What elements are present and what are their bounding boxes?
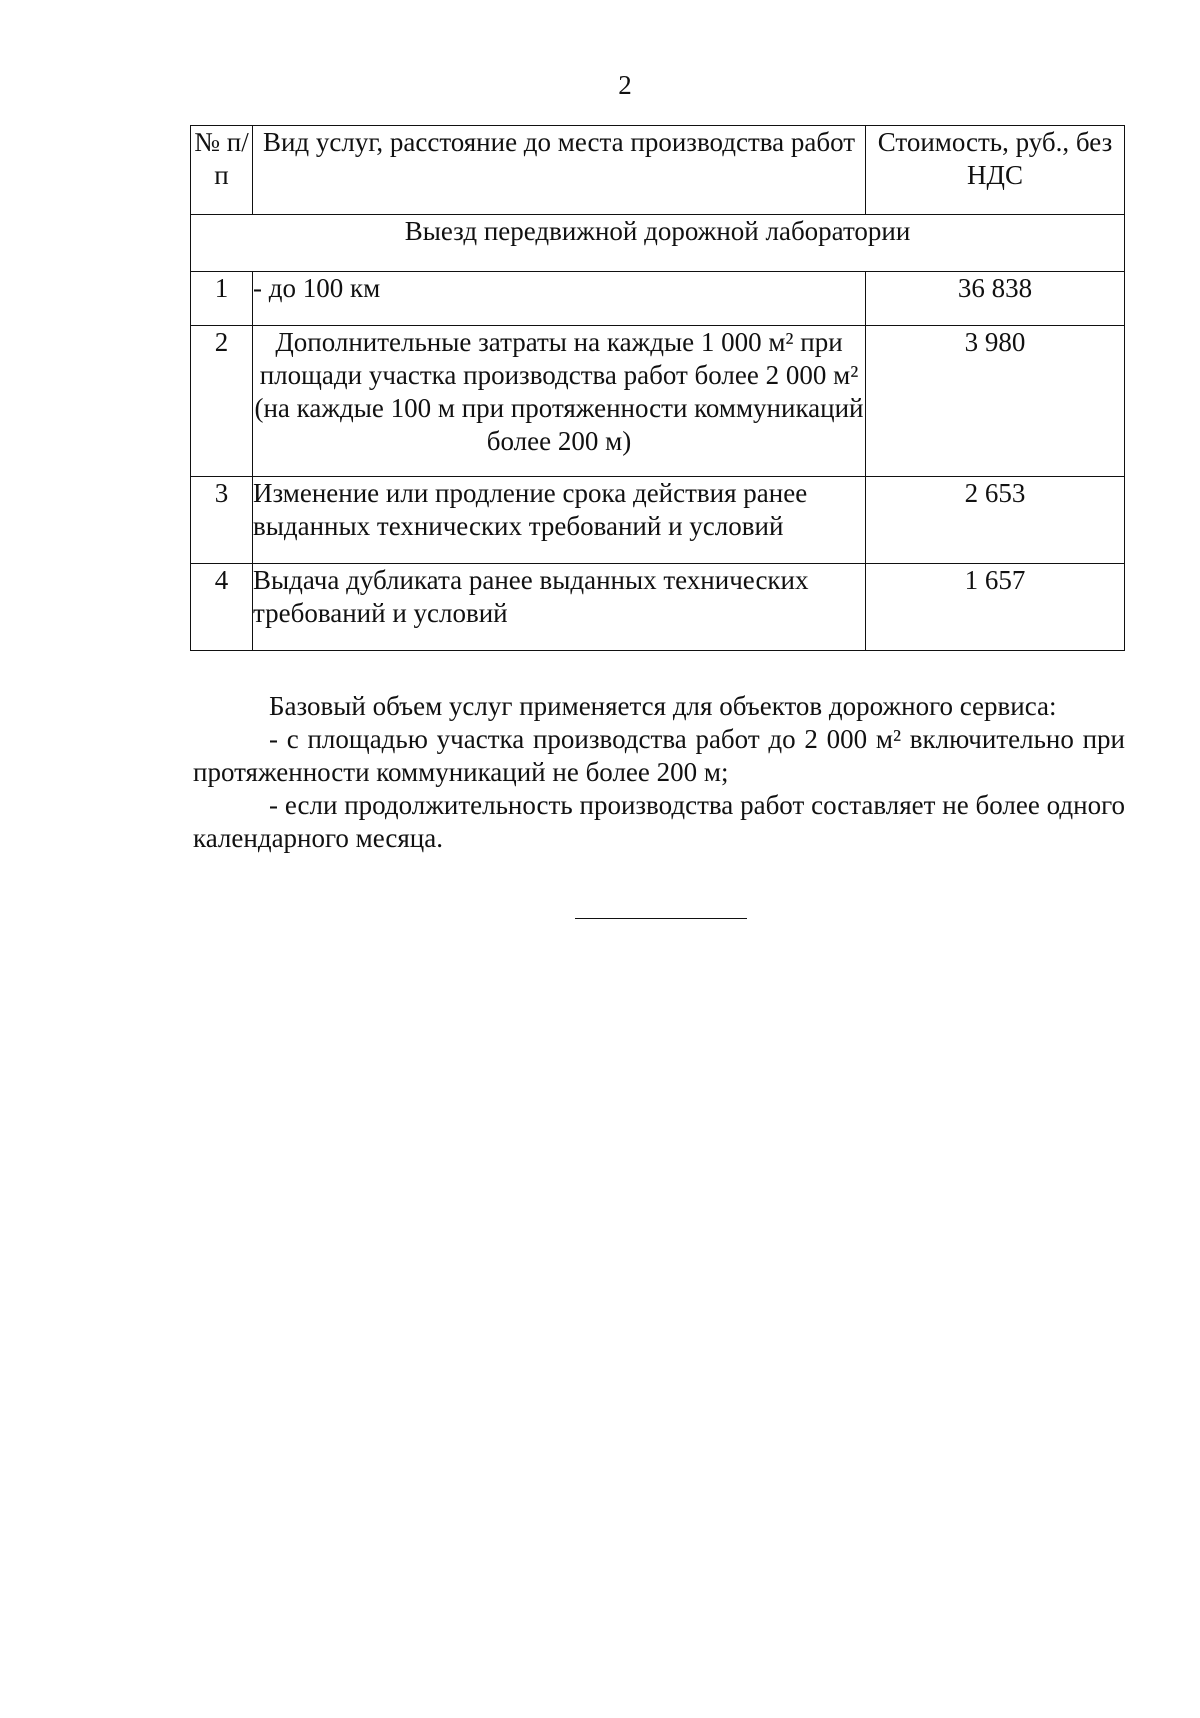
row-description: Дополнительные затраты на каждые 1 000 м² при площади участка производства работ более 2 000 м² (на каждые 100 м при протяженности коммуникаций более 200 м) <box>253 326 866 477</box>
row-cost: 36 838 <box>866 272 1125 326</box>
page-number: 2 <box>618 70 632 100</box>
section-title: Выезд передвижной дорожной лаборатории <box>191 215 1125 272</box>
row-cost: 1 657 <box>866 564 1125 651</box>
table-header-row <box>191 126 1125 215</box>
row-num: 1 <box>191 272 253 326</box>
table-section-row <box>191 215 1125 272</box>
header-num: № п/п <box>191 126 253 215</box>
table-row <box>191 272 1125 326</box>
table-row <box>191 326 1125 477</box>
row-description: Выдача дубликата ранее выданных технических требований и условий <box>253 564 866 651</box>
row-num: 2 <box>191 326 253 477</box>
header-description: Вид услуг, расстояние до места производства работ <box>253 126 866 215</box>
row-cost: 2 653 <box>866 477 1125 564</box>
notes-item-area: - с площадью участка производства работ до 2 000 м² включительно при протяженности коммуникаций не более 200 м; <box>193 724 1125 787</box>
table-row <box>191 564 1125 651</box>
end-of-document-rule <box>575 918 747 919</box>
table-row <box>191 477 1125 564</box>
row-description: Изменение или продление срока действия ранее выданных технических требований и условий <box>253 477 866 564</box>
notes-block <box>193 690 1125 855</box>
row-num: 3 <box>191 477 253 564</box>
row-description: - до 100 км <box>253 272 866 326</box>
row-num: 4 <box>191 564 253 651</box>
header-cost: Стоимость, руб., без НДС <box>866 126 1125 215</box>
row-cost: 3 980 <box>866 326 1125 477</box>
notes-intro: Базовый объем услуг применяется для объектов дорожного сервиса: <box>269 691 1057 721</box>
price-table <box>190 125 1125 651</box>
notes-item-duration: - если продолжительность производства работ составляет не более одного календарного месяца. <box>193 790 1125 853</box>
